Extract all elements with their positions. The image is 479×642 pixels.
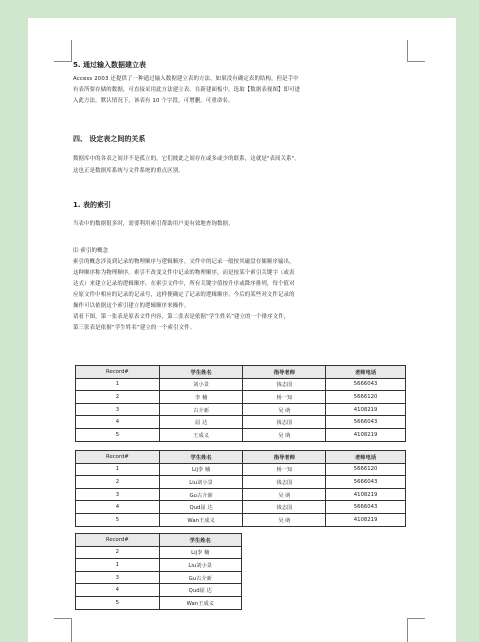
cell-phone: 4108219: [326, 513, 406, 526]
cell-student-name: Wan王成义: [159, 513, 243, 526]
cell-record: 4: [76, 416, 160, 429]
subsection-1-intro: 当表中的数据很多时，需要利用索引帮助用户更有效地查询数据。: [73, 221, 234, 227]
header-advisor: 指导老师: [243, 451, 326, 464]
header-advisor-phone: 老师电话: [326, 366, 406, 379]
crop-mark-bottom-right-v: [407, 618, 408, 642]
crop-mark-bottom-right-h: [407, 618, 425, 619]
cell-phone: 5666043: [326, 501, 406, 514]
table-row: [76, 596, 242, 609]
cell-phone: 5666120: [326, 391, 406, 404]
cell-student-name: Lij李 楠: [159, 546, 241, 559]
cell-advisor: 吴 萌: [243, 403, 326, 416]
cell-student-name: 刘小景: [159, 378, 243, 391]
cell-record: 2: [76, 391, 160, 404]
header-advisor: 指导老师: [243, 366, 326, 379]
header-record: Record#: [76, 366, 160, 379]
table-header-row: [76, 534, 242, 547]
concept-label: ⑴ 索引的概念: [73, 248, 109, 254]
section-5-line-3: 入此方法。默认情况下，该表有 10 个字段，可增删，可重命名。: [73, 97, 234, 104]
cell-advisor: 吴 萌: [243, 513, 326, 526]
cell-record: 1: [76, 378, 160, 391]
header-student-name: 学生姓名: [159, 451, 243, 464]
header-student-name: 学生姓名: [159, 366, 243, 379]
header-student-name: 学生姓名: [159, 534, 241, 547]
cell-phone: 4108219: [326, 403, 406, 416]
cell-advisor: 杨一知: [243, 391, 326, 404]
section-5-line-2: 有表所要存储的数据，可直接采用此方法建立表。在新建面板中，选取【数据表视图】即可进: [73, 86, 301, 93]
cell-phone: 5666043: [326, 416, 406, 429]
concept-line-5: 操作可以依据这个索引建立的逻辑顺序来操作。: [73, 303, 190, 309]
cell-student-name: 王成义: [159, 428, 243, 441]
cell-advisor: 钱志国: [243, 501, 326, 514]
header-advisor-phone: 老师电话: [326, 451, 406, 464]
table-row: [76, 416, 406, 429]
section-4-heading: 四、 设定表之间的关系: [73, 135, 146, 143]
table-row: [76, 428, 406, 441]
cell-phone: 4108219: [326, 488, 406, 501]
cell-student-name: Liu刘小景: [159, 559, 241, 572]
cell-record: 2: [76, 546, 160, 559]
concept-line-4: 应原文件中相应的记录的记录号，这样便确定了记录的逻辑顺序。今后的某些对文件记录的: [73, 292, 295, 298]
cell-advisor: 杨一知: [243, 463, 326, 476]
cell-record: 2: [76, 476, 160, 489]
cell-advisor: 吴 萌: [243, 428, 326, 441]
cell-advisor: 钱志国: [243, 476, 326, 489]
table-row: [76, 559, 242, 572]
index-table: [75, 533, 242, 610]
cell-record: 3: [76, 403, 160, 416]
crop-mark-top-left-h: [54, 61, 72, 62]
table-row: [76, 476, 406, 489]
crop-mark-top-right-v: [407, 40, 408, 61]
cell-student-name: Qud屈 达: [159, 584, 241, 597]
cell-advisor: 钱志国: [243, 416, 326, 429]
cell-record: 1: [76, 559, 160, 572]
table-row: [76, 378, 406, 391]
crop-mark-bottom-left-h: [54, 618, 72, 619]
cell-advisor: 吴 萌: [243, 488, 326, 501]
section-5-line-1: Access 2003 还提供了一种通过输入数据建立表的方法。如果没有确定表的结构，但是手中: [73, 76, 299, 82]
crop-mark-top-right-h: [407, 61, 425, 62]
cell-record: 1: [76, 463, 160, 476]
cell-student-name: Liu刘小景: [159, 476, 243, 489]
cell-student-name: 李 楠: [159, 391, 243, 404]
cell-student-name: Lij李 楠: [159, 463, 243, 476]
cell-record: 5: [76, 513, 160, 526]
cell-phone: 4108219: [326, 428, 406, 441]
cell-record: 3: [76, 488, 160, 501]
concept-line-1: 索引的概念涉及到记录的物理顺序与逻辑顺序。文件中的记录一般按其磁盘存储顺序输出，: [73, 259, 295, 265]
original-table: [75, 365, 406, 442]
cell-record: 3: [76, 571, 160, 584]
crop-mark-top-left-v: [71, 40, 72, 61]
table-row: [76, 513, 406, 526]
cell-phone: 5666120: [326, 463, 406, 476]
cell-record: 5: [76, 428, 160, 441]
table-row: [76, 391, 406, 404]
cell-record: 4: [76, 584, 160, 597]
cell-student-name: 古介新: [159, 403, 243, 416]
cell-record: 4: [76, 501, 160, 514]
table-header-row: [76, 366, 406, 379]
cell-advisor: 钱志国: [243, 378, 326, 391]
table-row: [76, 571, 242, 584]
concept-line-7: 第三张表是依据“学生姓名”建立的一个索引文件。: [73, 325, 196, 331]
cell-student-name: 屈 达: [159, 416, 243, 429]
subsection-1-heading: 1. 表的索引: [73, 201, 111, 209]
sorted-table: [75, 450, 406, 527]
cell-record: 5: [76, 596, 160, 609]
section-5-heading: 5. 通过输入数据建立表: [73, 61, 146, 69]
table-row: [76, 546, 242, 559]
header-record: Record#: [76, 534, 160, 547]
table-header-row: [76, 451, 406, 464]
section-4-line-2: 这也正是数据库系统与文件系统的重点区别。: [73, 168, 184, 174]
section-4-line-1: 数据库中的各表之间并不是孤立的，它们彼此之间存在或多或少的联系，这就是"表间关系"。: [73, 156, 300, 162]
table-row: [76, 488, 406, 501]
concept-line-6: 请看下图，第一张表是原表文件内容，第二张表是依据“学生姓名”建立的一个排序文件，: [73, 314, 290, 320]
cell-student-name: Qud屈 达: [159, 501, 243, 514]
cell-student-name: Wan王成义: [159, 596, 241, 609]
table-row: [76, 584, 242, 597]
concept-line-2: 这种顺序称为物理顺序。索引不改变文件中记录的物理顺序，而是按某个索引关键字（或表: [73, 270, 295, 276]
cell-phone: 5666043: [326, 476, 406, 489]
cell-student-name: Gu古介新: [159, 488, 243, 501]
concept-line-3: 达式）来建立记录的逻辑顺序。在索引文件中，所有关键字值按升序或降序排列，每个值对: [73, 281, 295, 287]
crop-mark-bottom-left-v: [71, 618, 72, 642]
table-row: [76, 403, 406, 416]
cell-phone: 5666043: [326, 378, 406, 391]
cell-student-name: Gu古介新: [159, 571, 241, 584]
header-record: Record#: [76, 451, 160, 464]
table-row: [76, 463, 406, 476]
table-row: [76, 501, 406, 514]
